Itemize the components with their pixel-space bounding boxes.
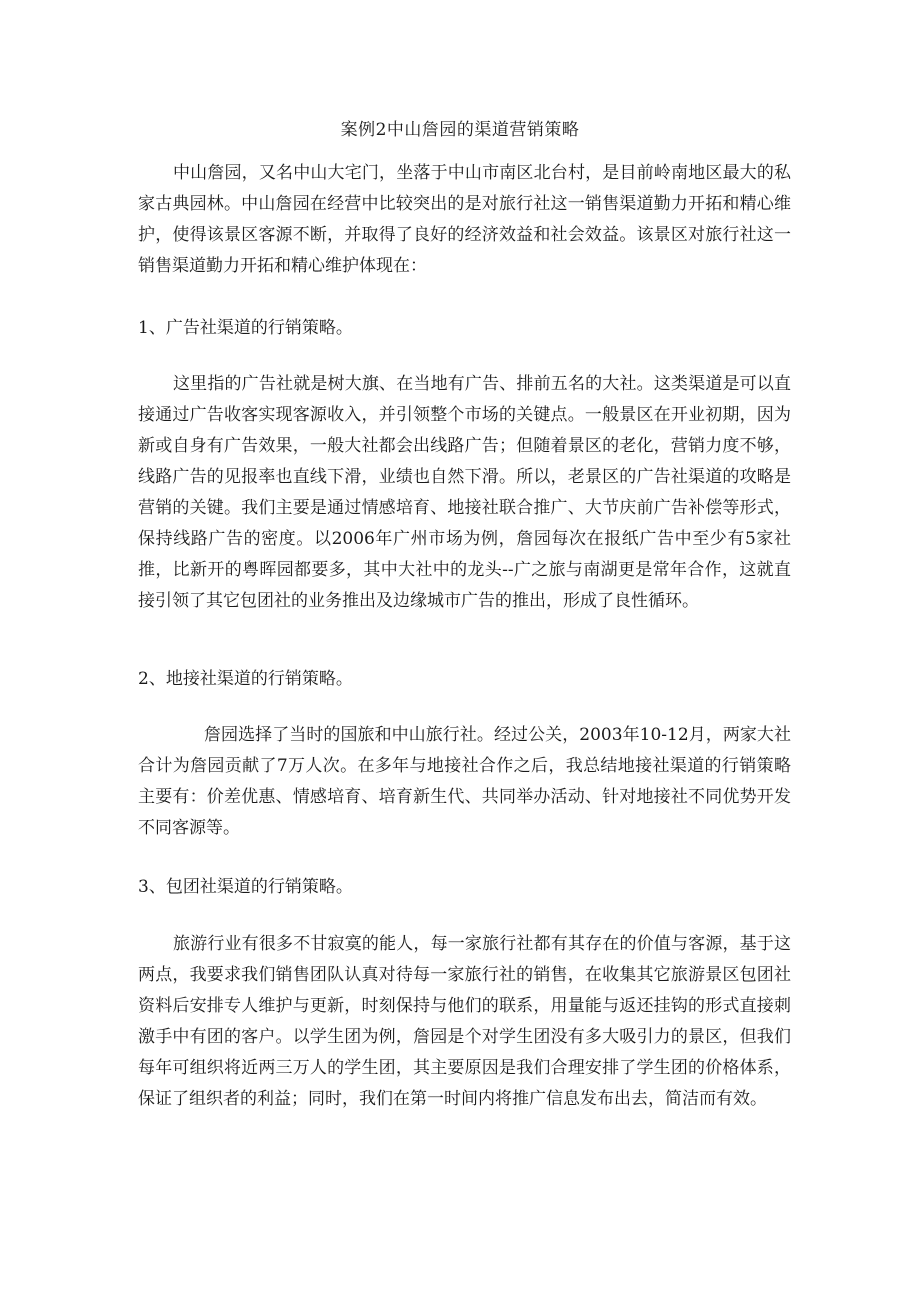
document-title: 案例2中山詹园的渠道营销策略 (340, 120, 580, 140)
intro-paragraph: 中山詹园，又名中山大宅门，坐落于中山市南区北台村，是目前岭南地区最大的私家古典园林。中山詹园在经营中比较突出的是对旅行社这一销售渠道勤力开拓和精心维护，使得该景区客源不断，并取得了良好的经济效益和社会效益。该景区对旅行社这一销售渠道勤力开拓和精心维护体现在： (138, 163, 791, 276)
section-3-body: 旅游行业有很多不甘寂寞的能人，每一家旅行社都有其存在的价值与客源，基于这两点，我要求我们销售团队认真对待每一家旅行社的销售，在收集其它旅游景区包团社资料后安排专人维护与更新，时刻保持与他们的联系，用量能与返还挂钩的形式直接刺激手中有团的客户。以学生团为例，詹园是个对学生团没有多大吸引力的景区，但我们每年可组织将近两三万人的学生团，其主要原因是我们合理安排了学生团的价格体系，保证了组织者的利益；同时，我们在第一时间内将推广信息发布出去，简洁而有效。 (138, 934, 791, 1109)
section-1-heading: 1、广告社渠道的行销策略。 (138, 318, 353, 338)
section-3-heading: 3、包团社渠道的行销策略。 (138, 877, 353, 897)
section-2-body: 詹园选择了当时的国旅和中山旅行社。经过公关，2003年10-12月，两家大社合计为詹园贡献了7万人次。在多年与地接社合作之后，我总结地接社渠道的行销策略主要有：价差优惠、情感培育、培育新生代、共同举办活动、针对地接社不同优势开发不同客源等。 (138, 725, 791, 838)
section-1-body: 这里指的广告社就是树大旗、在当地有广告、排前五名的大社。这类渠道是可以直接通过广告收客实现客源收入，并引领整个市场的关键点。一般景区在开业初期，因为新或自身有广告效果，一般大社都会出线路广告；但随着景区的老化，营销力度不够，线路广告的见报率也直线下滑，业绩也自然下滑。所以，老景区的广告社渠道的攻略是营销的关键。我们主要是通过情感培育、地接社联合推广、大节庆前广告补偿等形式，保持线路广告的密度。以2006年广州市场为例，詹园每次在报纸广告中至少有5家社推，比新开的粤晖园都要多，其中大社中的龙头--广之旅与南湖更是常年合作，这就直接引领了其它包团社的业务推出及边缘城市广告的推出，形成了良性循环。 (138, 374, 791, 611)
section-2-heading: 2、地接社渠道的行销策略。 (138, 669, 353, 689)
